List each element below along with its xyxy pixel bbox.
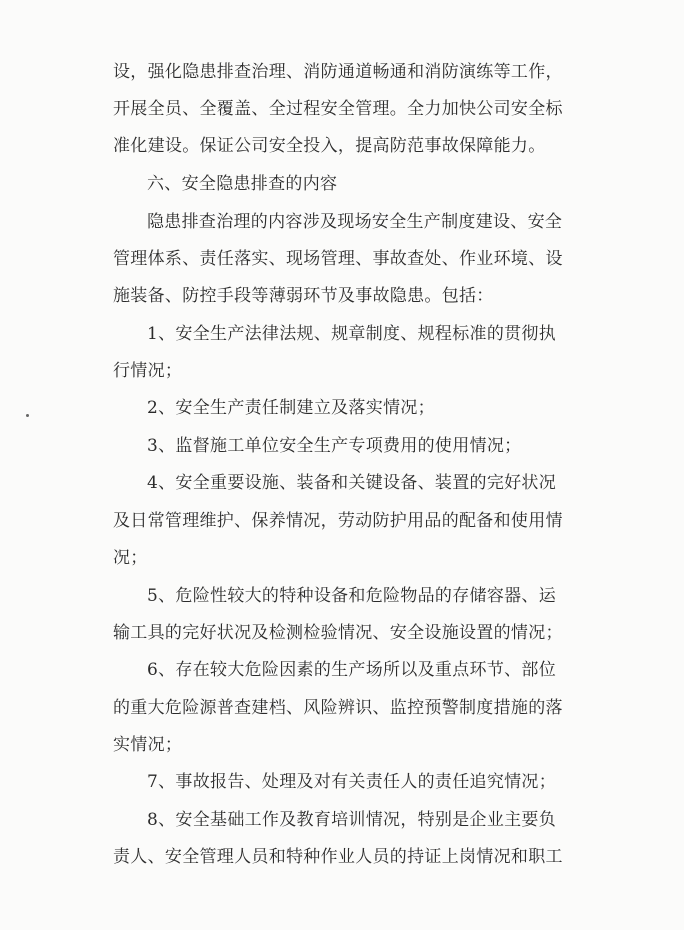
scan-speck <box>26 414 29 417</box>
text-line: 实情况； <box>113 735 183 755</box>
list-item: 2、安全生产责任制建立及落实情况； <box>147 398 435 418</box>
text-line: 准化建设。保证公司安全投入，提高防范事故保障能力。 <box>113 136 546 156</box>
text-line: 施装备、防控手段等薄弱环节及事故隐患。包括： <box>113 286 494 306</box>
text-line: 及日常管理维护、保养情况，劳动防护用品的配备和使用情 <box>113 511 563 531</box>
section-heading: 六、安全隐患排查的内容 <box>147 174 338 194</box>
list-item: 6、存在较大危险因素的生产场所以及重点环节、部位 <box>147 660 557 680</box>
list-item: 3、监督施工单位安全生产专项费用的使用情况； <box>147 436 522 456</box>
text-line: 管理体系、责任落实、现场管理、事故查处、作业环境、设 <box>113 249 563 269</box>
list-item: 1、安全生产法律法规、规章制度、规程标准的贯彻执 <box>147 324 557 344</box>
text-line: 的重大危险源普查建档、风险辨识、监控预警制度措施的落 <box>113 698 563 718</box>
list-item: 5、危险性较大的特种设备和危险物品的存储容器、运 <box>147 586 557 606</box>
list-item: 8、安全基础工作及教育培训情况，特别是企业主要负 <box>147 810 557 830</box>
text-line: 况； <box>113 548 148 568</box>
text-line: 隐患排查治理的内容涉及现场安全生产制度建设、安全 <box>147 212 563 232</box>
text-line: 设，强化隐患排查治理、消防通道畅通和消防演练等工作， <box>113 62 563 82</box>
list-item: 7、事故报告、处理及对有关责任人的责任追究情况； <box>147 772 557 792</box>
text-line: 输工具的完好状况及检测检验情况、安全设施设置的情况； <box>113 623 563 643</box>
text-line: 责人、安全管理人员和特种作业人员的持证上岗情况和职工 <box>113 847 563 867</box>
text-line: 行情况； <box>113 361 183 381</box>
list-item: 4、安全重要设施、装备和关键设备、装置的完好状况 <box>147 473 557 493</box>
text-line: 开展全员、全覆盖、全过程安全管理。全力加快公司安全标 <box>113 99 563 119</box>
